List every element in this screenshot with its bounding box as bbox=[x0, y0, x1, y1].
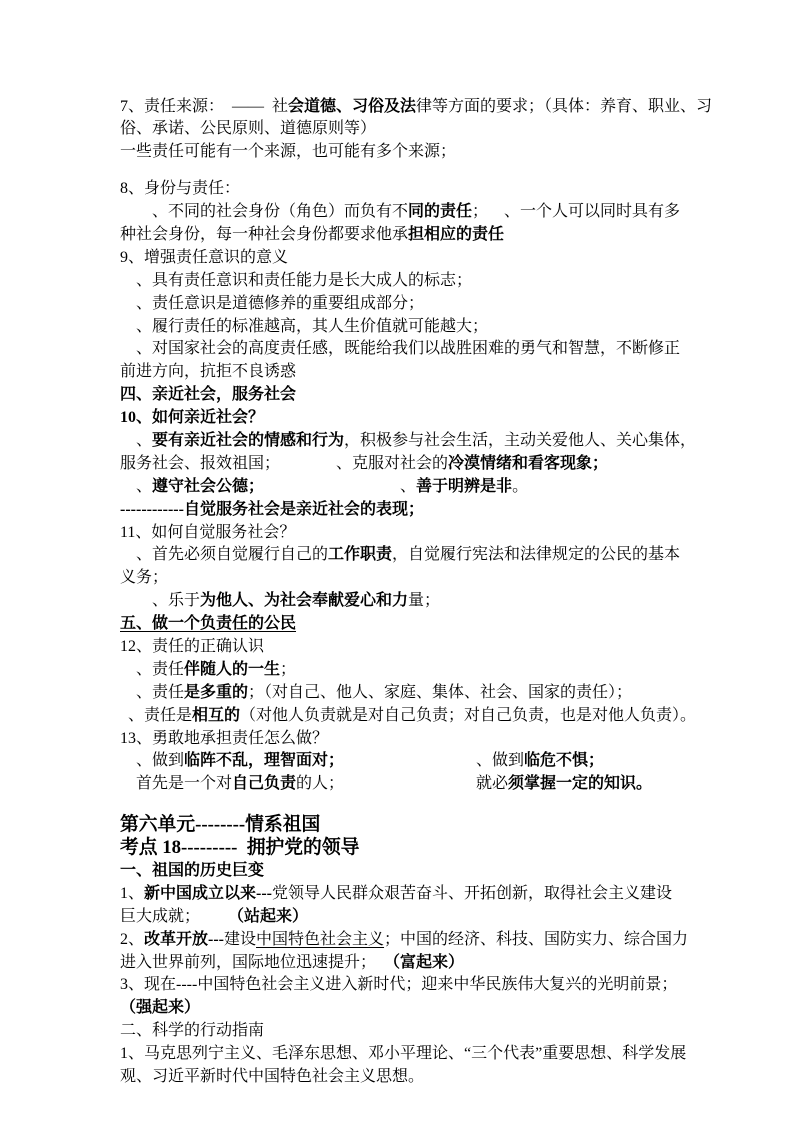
text-run: 、履行责任的标准越高，其人生价值就可能越大； bbox=[120, 317, 489, 335]
text-line bbox=[120, 883, 800, 906]
text-line bbox=[120, 1066, 800, 1089]
text-line bbox=[120, 1043, 800, 1066]
text-run: 、 bbox=[120, 477, 153, 495]
document-section bbox=[120, 814, 800, 1089]
text-line bbox=[120, 430, 800, 453]
text-run: 、 bbox=[264, 477, 417, 495]
text-run: 、责任意识是道德修养的重要组成部分； bbox=[120, 294, 425, 312]
underlined-text: 中国特色社会主义 bbox=[256, 930, 385, 948]
text-run: 11、如何自觉服务社会？ bbox=[120, 523, 296, 541]
text-line bbox=[120, 860, 800, 883]
text-line bbox=[120, 224, 800, 247]
text-run: 9、增强责任意识的意义 bbox=[120, 248, 289, 266]
text-line bbox=[120, 636, 800, 659]
bold-text: 临阵不乱，理智面对； bbox=[184, 752, 345, 770]
bold-text: 伴随人的一生 bbox=[184, 660, 281, 678]
text-run: 前进方向，抗拒不良诱惑 bbox=[120, 363, 297, 381]
text-run: 、责任 bbox=[120, 660, 185, 678]
bold-text: ------------自觉服务社会是亲近社会的表现； bbox=[120, 500, 424, 518]
text-line bbox=[120, 499, 800, 522]
text-run: 、对国家社会的高度责任感，既能给我们以战胜困难的勇气和智慧，不断修正 bbox=[120, 340, 681, 358]
text-run: 二、科学的行动指南 bbox=[120, 1022, 265, 1040]
text-run: ；中国的经济、科技、国防实力、综合国力 bbox=[384, 930, 689, 948]
text-line bbox=[120, 544, 800, 567]
text-run: 的人； 就必 bbox=[296, 775, 509, 793]
bold-text: 冷漠情绪和看客现象； bbox=[448, 454, 609, 472]
text-line bbox=[120, 476, 800, 499]
text-run: ； bbox=[280, 660, 297, 678]
text-line bbox=[120, 270, 800, 293]
bold-text: 为他人、为社会奉献爱心和力 bbox=[200, 592, 409, 610]
text-line bbox=[120, 906, 800, 929]
text-run: （对他人负责就是对自己负责；对自己负责，也是对他人负责）。 bbox=[240, 706, 697, 724]
text-run: ；（对自己、他人、家庭、集体、社会、国家的责任）； bbox=[248, 683, 633, 701]
text-line bbox=[120, 293, 800, 316]
text-run: 党领导人民群众艰苦奋斗、开拓创新，取得社会主义建设 bbox=[272, 884, 673, 902]
document-section bbox=[120, 178, 800, 796]
unit-heading bbox=[120, 814, 800, 837]
text-line bbox=[120, 338, 800, 361]
text-run: 2、 bbox=[120, 930, 145, 948]
bold-text: 善于明辨是非 bbox=[416, 477, 513, 495]
text-line bbox=[120, 705, 800, 728]
bold-text: 临危不惧； bbox=[524, 752, 605, 770]
text-run: 12、责任的正确认识 bbox=[120, 637, 265, 655]
bold-text: 四、亲近社会，服务社会 bbox=[120, 386, 297, 404]
text-line bbox=[120, 141, 800, 164]
text-run: 、做到 bbox=[344, 752, 525, 770]
text-line bbox=[120, 247, 800, 270]
text-line bbox=[120, 952, 800, 975]
text-run: 、不同的社会身份（角色）而负有不 bbox=[120, 203, 409, 221]
text-run: 量； bbox=[408, 592, 441, 610]
unit-heading bbox=[120, 837, 800, 860]
text-run: 种社会身份，每一种社会身份都要求他承 bbox=[120, 225, 409, 243]
text-run: 建设 bbox=[224, 930, 257, 948]
text-line bbox=[120, 361, 800, 384]
bold-text: 一、祖国的历史巨变 bbox=[120, 862, 265, 879]
text-run: 巨大成就； bbox=[120, 907, 229, 925]
text-line bbox=[120, 682, 800, 705]
text-line bbox=[120, 522, 800, 545]
text-run: 首先是一个对 bbox=[120, 775, 233, 793]
text-line bbox=[120, 118, 800, 141]
text-run: 、 bbox=[120, 431, 153, 449]
underlined-text: 五、做一个负责任的公民 bbox=[120, 615, 297, 633]
bold-text: （富起来） bbox=[384, 953, 465, 971]
text-run: ，积极参与社会生活，主动关爱他人、关心集体， bbox=[344, 431, 697, 449]
bold-text: 是多重的 bbox=[184, 683, 249, 701]
text-line bbox=[120, 567, 800, 590]
text-run: 、责任 bbox=[120, 683, 185, 701]
text-line bbox=[120, 613, 800, 636]
text-line bbox=[120, 453, 800, 476]
text-line bbox=[120, 316, 800, 339]
bold-text: 担相应的责任 bbox=[408, 225, 505, 243]
bold-text: 遵守社会公德； bbox=[152, 477, 265, 495]
text-run: 8、身份与责任： bbox=[120, 180, 241, 198]
text-run: 一些责任可能有一个来源，也可能有多个来源； bbox=[120, 143, 457, 161]
text-run: 13、勇敢地承担责任怎么做？ bbox=[120, 729, 329, 747]
text-run: 进入世界前列，国际地位迅速提升； bbox=[120, 953, 385, 971]
bold-text: 会道德、习俗及法 bbox=[288, 97, 417, 115]
text-run: 律等方面的要求；（具体：养育、职业、习 bbox=[416, 97, 713, 115]
text-run: ，自觉履行宪法和法律规定的公民的基本 bbox=[392, 546, 681, 564]
text-line bbox=[120, 929, 800, 952]
bold-text: 工作职责 bbox=[328, 546, 393, 564]
text-run: 7、责任来源： —— 社 bbox=[120, 97, 289, 115]
text-run: 俗、承诺、公民原则、道德原则等） bbox=[120, 120, 377, 138]
text-line bbox=[120, 590, 800, 613]
bold-text: 同的责任 bbox=[408, 203, 473, 221]
bold-text: 考点 18--------- 拥护党的领导 bbox=[120, 837, 360, 859]
bold-text: （站起来） bbox=[228, 907, 309, 925]
text-run: ； 、一个人可以同时具有多 bbox=[472, 203, 681, 221]
text-line bbox=[120, 384, 800, 407]
text-run: 、责任是 bbox=[120, 706, 193, 724]
text-run: 、具有责任意识和责任能力是长大成人的标志； bbox=[120, 271, 473, 289]
bold-text: 10、如何亲近社会？ bbox=[120, 409, 265, 427]
text-line bbox=[120, 773, 800, 796]
text-run: 1、 bbox=[120, 884, 145, 902]
document-section bbox=[120, 96, 800, 165]
text-run: 1、马克思列宁主义、毛泽东思想、邓小平理论、“三个代表”重要思想、科学发展 bbox=[120, 1045, 687, 1063]
text-line bbox=[120, 201, 800, 224]
bold-text: 改革开放--- bbox=[144, 930, 225, 948]
text-line bbox=[120, 659, 800, 682]
text-run: 3、现在----中国特色社会主义进入新时代；迎来中华民族伟大复兴的光明前景； bbox=[120, 976, 678, 994]
bold-text: 新中国成立以来--- bbox=[144, 884, 273, 902]
text-run: 、首先必须自觉履行自己的 bbox=[120, 546, 329, 564]
text-line bbox=[120, 997, 800, 1020]
bold-text: 要有亲近社会的情感和行为 bbox=[152, 431, 345, 449]
text-line bbox=[120, 178, 800, 201]
text-run: 、乐于 bbox=[120, 592, 201, 610]
bold-text: 第六单元--------情系祖国 bbox=[120, 814, 321, 836]
text-run: 服务社会、报效祖国； 、克服对社会的 bbox=[120, 454, 449, 472]
text-line bbox=[120, 728, 800, 751]
text-run: 。 bbox=[512, 477, 529, 495]
text-line bbox=[120, 407, 800, 430]
text-line bbox=[120, 1020, 800, 1043]
bold-text: 相互的 bbox=[192, 706, 241, 724]
text-line bbox=[120, 974, 800, 997]
text-line bbox=[120, 750, 800, 773]
text-run: 、做到 bbox=[120, 752, 185, 770]
text-run: 义务； bbox=[120, 569, 169, 587]
bold-text: 须掌握一定的知识。 bbox=[508, 775, 653, 793]
text-run: 观、习近平新时代中国特色社会主义思想。 bbox=[120, 1068, 425, 1086]
bold-text: 自己负责 bbox=[232, 775, 297, 793]
text-line bbox=[120, 96, 800, 119]
bold-text: （强起来） bbox=[120, 999, 201, 1017]
